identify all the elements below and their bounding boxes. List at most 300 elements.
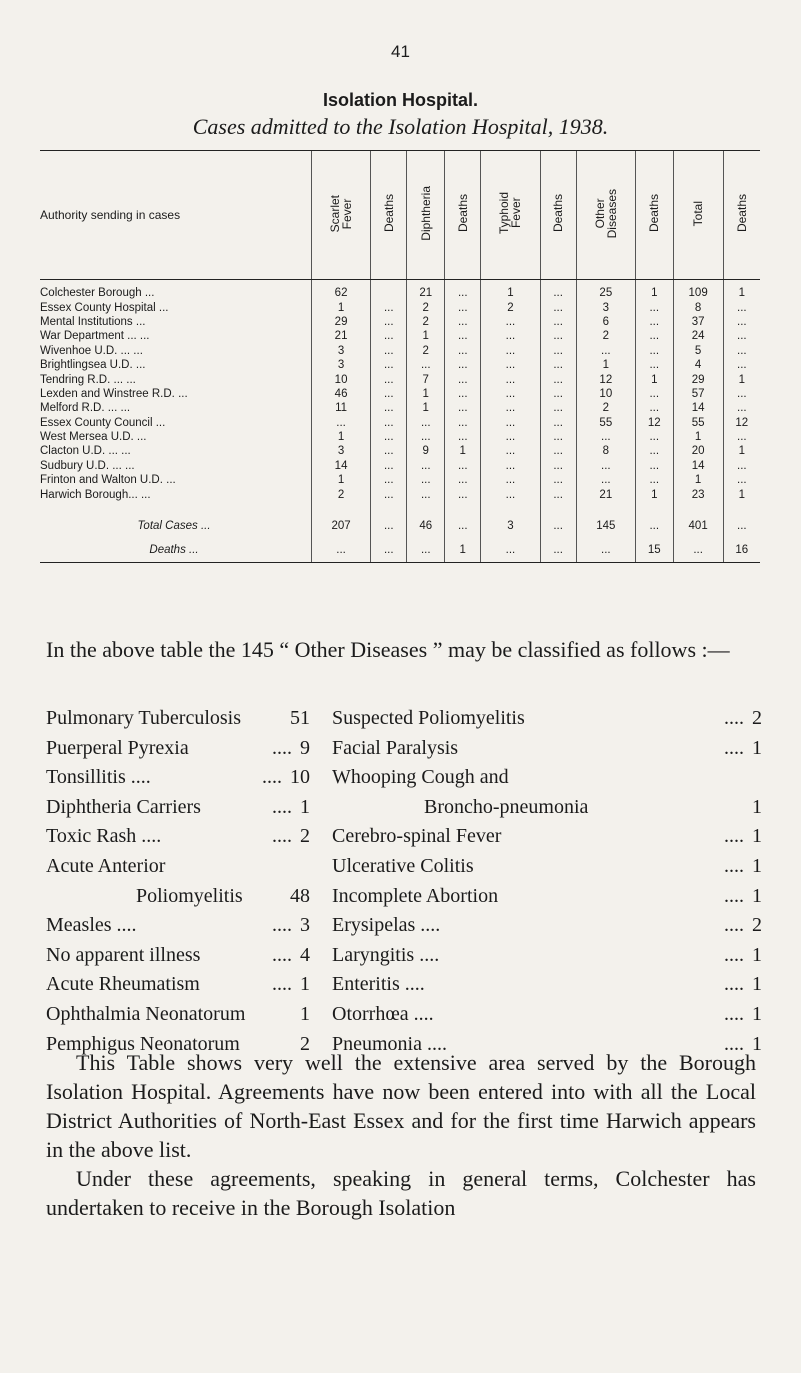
value-cell: ... <box>723 329 760 343</box>
value-cell: ... <box>540 280 576 301</box>
table-row <box>40 502 760 514</box>
case-count: 1 <box>752 795 762 818</box>
table-row <box>40 280 760 301</box>
value-cell: 37 <box>673 315 723 329</box>
value-cell <box>407 502 445 514</box>
leader-dots <box>165 852 310 882</box>
value-cell: ... <box>540 300 576 314</box>
value-cell: ... <box>312 538 371 563</box>
column-header-label: Other Diseases <box>592 188 619 239</box>
value-cell: ... <box>723 473 760 487</box>
value-cell: 6 <box>576 315 635 329</box>
closing-paragraph: This Table shows very well the extensive area served by the Borough Isolation Hospital. Agreements have now been entered into with all the Local District Authorities of North-East Essex and for the first time Harwich appears in the above list. <box>46 1050 756 1162</box>
classification-left-column <box>46 704 310 1059</box>
value-cell: ... <box>371 459 407 473</box>
value-cell: 1 <box>723 444 760 458</box>
leader-dots: .... <box>724 1032 744 1055</box>
column-header-label: Typhoid Fever <box>497 192 524 235</box>
value-cell: 1 <box>723 372 760 386</box>
column-header <box>312 151 371 280</box>
value-cell: 8 <box>576 444 635 458</box>
value-cell: ... <box>635 358 673 372</box>
column-header <box>371 151 407 280</box>
authority-cell: Essex County Hospital ... <box>40 301 169 314</box>
value-cell: 55 <box>576 416 635 430</box>
disease-name: Facial Paralysis <box>332 736 459 759</box>
classification-entry <box>46 882 310 912</box>
value-cell: ... <box>635 315 673 329</box>
column-header-label: Deaths <box>647 194 662 233</box>
value-cell: ... <box>723 387 760 401</box>
authority-cell: Melford R.D. ... ... <box>40 402 131 415</box>
table-row <box>40 430 760 444</box>
value-cell: 109 <box>673 280 723 301</box>
classification-entry <box>332 763 762 793</box>
value-cell: ... <box>371 372 407 386</box>
value-cell: ... <box>445 315 481 329</box>
value-cell: 2 <box>407 315 445 329</box>
value-cell: ... <box>635 329 673 343</box>
value-cell: ... <box>407 473 445 487</box>
authority-cell: Deaths ... <box>40 538 312 563</box>
disease-name: Diphtheria Carriers <box>46 795 201 818</box>
classification-entry <box>46 734 310 764</box>
value-cell: 1 <box>635 280 673 301</box>
value-cell: 1 <box>407 329 445 343</box>
table-row <box>40 487 760 501</box>
value-cell: ... <box>312 416 371 430</box>
value-cell: 1 <box>445 444 481 458</box>
value-cell: 11 <box>312 401 371 415</box>
section-heading: Isolation Hospital. <box>322 90 478 110</box>
value-cell: ... <box>407 538 445 563</box>
value-cell: 2 <box>481 300 540 314</box>
case-count: 1 <box>752 1032 762 1055</box>
value-cell: 14 <box>673 401 723 415</box>
column-header <box>723 151 760 280</box>
case-count: 1 <box>300 795 310 818</box>
value-cell: 2 <box>576 401 635 415</box>
page-number: 41 <box>391 42 410 61</box>
authority-column-header: Authority sending in cases <box>40 151 312 280</box>
value-cell: ... <box>723 459 760 473</box>
table-row <box>40 459 760 473</box>
value-cell: ... <box>481 401 540 415</box>
table-header-row <box>40 151 760 280</box>
case-count: 10 <box>290 766 310 789</box>
disease-name: Acute Anterior <box>46 854 166 877</box>
disease-name: Ulcerative Colitis <box>332 854 474 877</box>
table-row <box>40 329 760 343</box>
value-cell: ... <box>481 344 540 358</box>
leader-dots: .... <box>724 973 744 996</box>
disease-name: Toxic Rash .... <box>46 825 162 848</box>
value-cell: ... <box>481 444 540 458</box>
value-cell: 401 <box>673 514 723 538</box>
authority-cell: Sudbury U.D. ... ... <box>40 459 135 472</box>
disease-name: Broncho-pneumonia <box>424 795 589 818</box>
table-row <box>40 416 760 430</box>
classification-entry <box>46 822 310 852</box>
classification-entry <box>332 970 762 1000</box>
classification-right-column <box>332 704 762 1059</box>
classification-entry <box>46 970 310 1000</box>
value-cell: ... <box>445 459 481 473</box>
value-cell: ... <box>371 329 407 343</box>
table-row <box>40 358 760 372</box>
table-row <box>40 514 760 538</box>
value-cell: ... <box>576 344 635 358</box>
case-count: 1 <box>752 825 762 848</box>
value-cell: ... <box>540 401 576 415</box>
value-cell: ... <box>371 416 407 430</box>
value-cell: ... <box>407 358 445 372</box>
value-cell: ... <box>481 473 540 487</box>
case-count: 3 <box>300 914 310 937</box>
case-count: 1 <box>752 943 762 966</box>
value-cell: 1 <box>635 372 673 386</box>
value-cell: ... <box>540 329 576 343</box>
classification-entry <box>332 734 762 764</box>
value-cell: ... <box>635 401 673 415</box>
value-cell: 1 <box>407 401 445 415</box>
value-cell: ... <box>540 444 576 458</box>
value-cell: ... <box>540 538 576 563</box>
value-cell: 14 <box>312 459 371 473</box>
value-cell: ... <box>371 473 407 487</box>
value-cell: ... <box>540 372 576 386</box>
value-cell: 2 <box>407 344 445 358</box>
value-cell: 15 <box>635 538 673 563</box>
value-cell: ... <box>723 358 760 372</box>
column-header <box>481 151 540 280</box>
value-cell: ... <box>481 487 540 501</box>
closing-text <box>46 1048 756 1222</box>
value-cell: ... <box>635 387 673 401</box>
column-header <box>576 151 635 280</box>
column-header-label: Deaths <box>551 194 566 233</box>
value-cell <box>576 502 635 514</box>
value-cell: 1 <box>445 538 481 563</box>
leader-dots <box>509 763 762 793</box>
value-cell: ... <box>407 416 445 430</box>
authority-cell: Wivenhoe U.D. ... ... <box>40 344 143 357</box>
table-row <box>40 315 760 329</box>
authority-cell: Clacton U.D. ... ... <box>40 445 131 458</box>
value-cell: 145 <box>576 514 635 538</box>
authority-cell: Frinton and Walton U.D. ... <box>40 474 176 487</box>
value-cell: ... <box>445 358 481 372</box>
leader-dots: .... <box>724 854 744 877</box>
disease-name: Acute Rheumatism <box>46 973 200 996</box>
value-cell: ... <box>481 329 540 343</box>
disease-name: Laryngitis .... <box>332 943 440 966</box>
classification-entry <box>332 1000 762 1030</box>
value-cell: ... <box>481 430 540 444</box>
case-count: 1 <box>300 973 310 996</box>
value-cell: 46 <box>407 514 445 538</box>
disease-name: Ophthalmia Neonatorum <box>46 1002 246 1025</box>
case-count: 4 <box>300 943 310 966</box>
leader-dots: .... <box>262 766 282 789</box>
classification-entry <box>46 704 310 734</box>
disease-name: Measles .... <box>46 914 137 937</box>
column-header <box>407 151 445 280</box>
value-cell: ... <box>407 459 445 473</box>
value-cell: 55 <box>673 416 723 430</box>
disease-name: Pemphigus Neonatorum <box>46 1032 240 1055</box>
leader-dots: .... <box>724 736 744 759</box>
value-cell: 21 <box>407 280 445 301</box>
value-cell: ... <box>371 300 407 314</box>
value-cell: 24 <box>673 329 723 343</box>
value-cell: ... <box>540 358 576 372</box>
disease-name: Erysipelas .... <box>332 914 441 937</box>
value-cell: 5 <box>673 344 723 358</box>
value-cell: 21 <box>576 487 635 501</box>
value-cell: ... <box>540 344 576 358</box>
value-cell: ... <box>723 315 760 329</box>
disease-name: Suspected Poliomyelitis <box>332 707 525 729</box>
authority-cell: West Mersea U.D. ... <box>40 431 147 444</box>
value-cell: 46 <box>312 387 371 401</box>
table-row <box>40 300 760 314</box>
value-cell: ... <box>445 416 481 430</box>
table-row <box>40 538 760 563</box>
value-cell: ... <box>540 416 576 430</box>
leader-dots <box>588 793 752 823</box>
classification-entry <box>46 941 310 971</box>
disease-name: Incomplete Abortion <box>332 884 499 907</box>
leader-dots: .... <box>724 1002 744 1025</box>
value-cell: 1 <box>407 387 445 401</box>
authority-cell: Tendring R.D. ... ... <box>40 373 136 386</box>
value-cell: ... <box>723 430 760 444</box>
value-cell: 9 <box>407 444 445 458</box>
classification-entry <box>332 911 762 941</box>
authority-cell: Lexden and Winstree R.D. ... <box>40 387 188 400</box>
value-cell: 1 <box>723 487 760 501</box>
value-cell: 2 <box>312 487 371 501</box>
value-cell: ... <box>371 487 407 501</box>
value-cell: 57 <box>673 387 723 401</box>
value-cell: 10 <box>312 372 371 386</box>
value-cell: 25 <box>576 280 635 301</box>
classification-entry <box>332 882 762 912</box>
value-cell: 16 <box>723 538 760 563</box>
value-cell: ... <box>576 459 635 473</box>
value-cell: ... <box>371 401 407 415</box>
value-cell <box>371 502 407 514</box>
authority-cell: Mental Institutions ... <box>40 315 146 328</box>
value-cell: 7 <box>407 372 445 386</box>
value-cell: 8 <box>673 300 723 314</box>
value-cell: ... <box>540 315 576 329</box>
value-cell: 10 <box>576 387 635 401</box>
value-cell: ... <box>723 401 760 415</box>
authority-cell: Harwich Borough... ... <box>40 488 151 501</box>
case-count: 2 <box>300 825 310 848</box>
case-count: 1 <box>752 973 762 996</box>
value-cell: ... <box>371 444 407 458</box>
value-cell: ... <box>635 514 673 538</box>
table-row <box>40 344 760 358</box>
value-cell: ... <box>371 514 407 538</box>
leader-dots: .... <box>724 914 744 937</box>
value-cell: ... <box>445 473 481 487</box>
table-row <box>40 401 760 415</box>
closing-paragraph: Under these agreements, speaking in general terms, Colchester has undertaken to receive in the Borough Isolation <box>46 1166 756 1220</box>
disease-name: Whooping Cough and <box>332 766 509 789</box>
value-cell: ... <box>481 372 540 386</box>
value-cell: 29 <box>312 315 371 329</box>
leader-dots: .... <box>272 825 292 848</box>
value-cell: ... <box>481 416 540 430</box>
value-cell: 1 <box>312 473 371 487</box>
table-row <box>40 372 760 386</box>
value-cell: 21 <box>312 329 371 343</box>
value-cell <box>445 502 481 514</box>
value-cell: ... <box>576 473 635 487</box>
table-row <box>40 387 760 401</box>
value-cell <box>481 502 540 514</box>
case-count: 48 <box>290 884 310 907</box>
disease-name: Pulmonary Tuberculosis <box>46 707 242 729</box>
value-cell <box>635 502 673 514</box>
value-cell: 12 <box>576 372 635 386</box>
value-cell: ... <box>540 514 576 538</box>
disease-name: Puerperal Pyrexia <box>46 736 189 759</box>
leader-dots: .... <box>724 825 744 848</box>
column-header <box>673 151 723 280</box>
classification-entry <box>332 852 762 882</box>
case-count: 1 <box>752 1002 762 1025</box>
classification-entry <box>46 911 310 941</box>
column-header-label: Total <box>691 200 706 227</box>
value-cell <box>312 502 371 514</box>
value-cell: 207 <box>312 514 371 538</box>
value-cell: 1 <box>312 300 371 314</box>
value-cell: ... <box>371 387 407 401</box>
value-cell: 1 <box>481 280 540 301</box>
classification-entry <box>46 1000 310 1030</box>
value-cell: ... <box>371 430 407 444</box>
case-count: 2 <box>752 707 762 729</box>
value-cell: ... <box>481 538 540 563</box>
value-cell: ... <box>445 514 481 538</box>
value-cell: ... <box>481 358 540 372</box>
value-cell: ... <box>576 430 635 444</box>
intro-paragraph: In the above table the 145 “ Other Diseases ” may be classified as follows :— <box>46 637 730 662</box>
value-cell: 1 <box>673 473 723 487</box>
value-cell: 20 <box>673 444 723 458</box>
value-cell: 1 <box>635 487 673 501</box>
leader-dots: .... <box>272 736 292 759</box>
disease-name: No apparent illness <box>46 943 201 966</box>
value-cell: 12 <box>635 416 673 430</box>
classification-entry <box>46 763 310 793</box>
value-cell: ... <box>723 300 760 314</box>
authority-cell: Brightlingsea U.D. ... <box>40 359 146 372</box>
case-count: 51 <box>290 707 310 729</box>
classification-entry <box>332 793 762 823</box>
value-cell: ... <box>371 538 407 563</box>
value-cell: 1 <box>723 280 760 301</box>
value-cell: ... <box>540 430 576 444</box>
value-cell <box>540 502 576 514</box>
value-cell: ... <box>445 401 481 415</box>
leader-dots: .... <box>724 707 744 729</box>
case-count: 1 <box>752 854 762 877</box>
value-cell: ... <box>635 430 673 444</box>
value-cell: 3 <box>312 344 371 358</box>
case-count: 9 <box>300 736 310 759</box>
leader-dots: .... <box>272 973 292 996</box>
value-cell: ... <box>673 538 723 563</box>
classification-entry <box>46 793 310 823</box>
value-cell: ... <box>540 487 576 501</box>
column-header <box>635 151 673 280</box>
value-cell: 3 <box>312 358 371 372</box>
authority-cell: Total Cases ... <box>137 519 211 532</box>
column-header-label: Deaths <box>455 194 470 233</box>
case-count: 2 <box>300 1032 310 1055</box>
authority-cell <box>40 502 312 514</box>
value-cell: 4 <box>673 358 723 372</box>
authority-cell: Colchester Borough ... <box>40 287 155 300</box>
case-count: 2 <box>752 914 762 937</box>
case-count: 1 <box>752 884 762 907</box>
value-cell <box>371 280 407 301</box>
value-cell: ... <box>635 444 673 458</box>
value-cell: ... <box>445 387 481 401</box>
column-header <box>445 151 481 280</box>
classification-entry <box>332 941 762 971</box>
table-row <box>40 473 760 487</box>
value-cell: ... <box>445 280 481 301</box>
column-header-label: Deaths <box>734 194 749 233</box>
disease-name: Otorrhœa .... <box>332 1002 434 1025</box>
table-row <box>40 444 760 458</box>
value-cell: ... <box>481 387 540 401</box>
leader-dots <box>241 704 290 734</box>
classification-entry <box>46 852 310 882</box>
value-cell: 2 <box>407 300 445 314</box>
value-cell: ... <box>407 430 445 444</box>
column-header-label: Diphtheria <box>418 186 433 241</box>
value-cell: ... <box>445 344 481 358</box>
value-cell: 3 <box>576 300 635 314</box>
value-cell: ... <box>723 514 760 538</box>
value-cell: 29 <box>673 372 723 386</box>
leader-dots <box>245 1000 300 1030</box>
value-cell: ... <box>445 300 481 314</box>
value-cell: ... <box>635 473 673 487</box>
table-caption: Cases admitted to the Isolation Hospital, 1938. <box>192 114 609 139</box>
leader-dots: .... <box>272 795 292 818</box>
case-count: 1 <box>752 736 762 759</box>
value-cell: 1 <box>673 430 723 444</box>
value-cell: 3 <box>312 444 371 458</box>
disease-name: Pneumonia .... <box>332 1032 447 1055</box>
value-cell: ... <box>576 538 635 563</box>
value-cell: 1 <box>576 358 635 372</box>
value-cell: 2 <box>576 329 635 343</box>
value-cell: ... <box>635 344 673 358</box>
value-cell <box>673 502 723 514</box>
disease-name: Poliomyelitis <box>136 884 243 907</box>
leader-dots: .... <box>724 943 744 966</box>
